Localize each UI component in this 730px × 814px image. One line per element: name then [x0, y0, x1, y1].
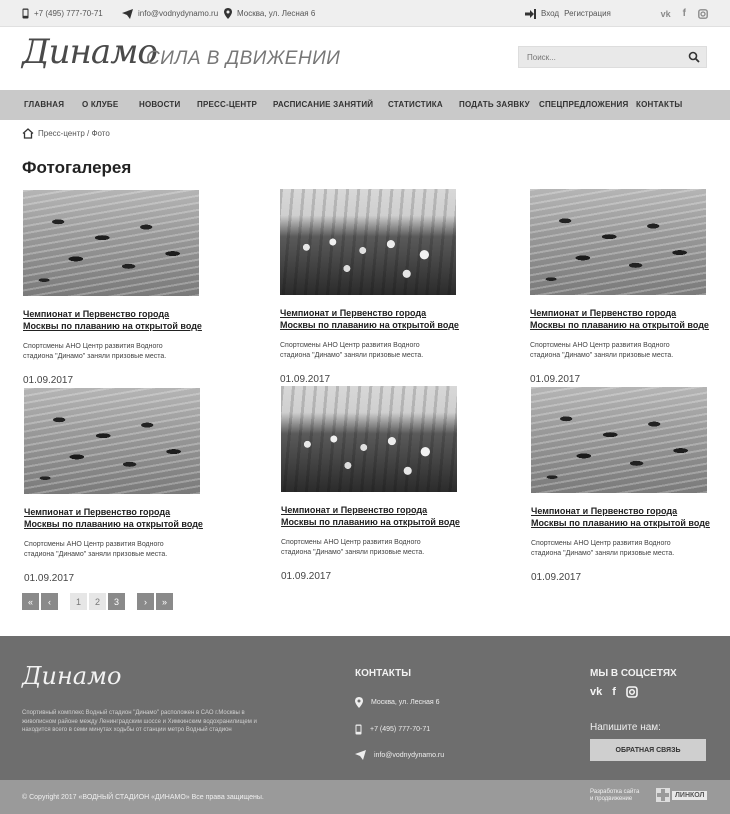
pagination-prev-button[interactable]: ‹ [41, 593, 58, 610]
instagram-icon[interactable] [698, 9, 708, 19]
footer-social [590, 686, 638, 698]
card-photo[interactable] [24, 388, 200, 494]
top-phone-text: +7 (495) 777-70-71 [34, 9, 103, 18]
pagination-spacer [127, 593, 135, 610]
card-date: 01.09.2017 [531, 572, 582, 583]
copyright-text: © Copyright 2017 «ВОДНЫЙ СТАДИОН «ДИНАМО» Все права защищены. [22, 794, 264, 801]
pagination-page-2[interactable]: 2 [89, 593, 106, 610]
card-photo[interactable] [531, 387, 707, 493]
footer-about-text: Спортивный комплекс Водный стадион "Динамо" расположен в САО г.Москвы в живописном районе между Ленинградским шоссе и Химкинским водохранилищем и находится всего в семи минутах ходьбы от станции метро Водный стадион [22, 710, 257, 733]
card-description: Спортсмены АНО Центр развития Водного стадиона "Динамо" заняли призовые места. [281, 539, 425, 556]
card-photo[interactable] [281, 386, 457, 492]
footer-address [355, 697, 439, 708]
map-pin-icon [224, 8, 232, 19]
nav-item-news[interactable]: НОВОСТИ [139, 100, 181, 109]
search-input[interactable] [519, 48, 679, 68]
plus-icon [656, 788, 670, 802]
search-icon[interactable] [688, 51, 700, 63]
nav-item-apply[interactable]: ПОДАТЬ ЗАЯВКУ [459, 100, 530, 109]
facebook-icon[interactable]: f [612, 686, 616, 698]
footer-contacts-heading: КОНТАКТЫ [355, 668, 412, 679]
card-title[interactable]: Чемпионат и Первенство города Москвы по плаванию на открытой воде [280, 308, 459, 330]
top-email-text: info@vodnydynamo.ru [138, 9, 219, 18]
gallery-card[interactable] [23, 190, 205, 386]
register-link[interactable]: Регистрация [564, 9, 611, 18]
top-phone[interactable] [22, 0, 103, 27]
gallery-card[interactable] [280, 189, 462, 385]
card-date: 01.09.2017 [280, 374, 331, 385]
search-box [518, 46, 707, 68]
gallery-card[interactable] [531, 387, 713, 583]
card-date: 01.09.2017 [281, 571, 332, 582]
card-title[interactable]: Чемпионат и Первенство города Москвы по плаванию на открытой воде [531, 506, 710, 528]
top-address-text: Москва, ул. Лесная 6 [237, 9, 316, 18]
pagination-page-1[interactable]: 1 [70, 593, 87, 610]
page-title: Фотогалерея [22, 158, 132, 177]
login-icon [525, 9, 536, 19]
send-icon [122, 9, 133, 19]
gallery-card[interactable] [530, 189, 712, 385]
vk-icon[interactable]: vk [590, 686, 603, 698]
facebook-icon[interactable]: f [682, 8, 686, 19]
pagination-last-button[interactable]: » [156, 593, 173, 610]
footer-email[interactable] [355, 750, 444, 760]
card-title[interactable]: Чемпионат и Первенство города Москвы по плаванию на открытой воде [530, 308, 709, 330]
card-title[interactable]: Чемпионат и Первенство города Москвы по плаванию на открытой воде [281, 505, 460, 527]
top-email[interactable] [122, 0, 218, 27]
card-title[interactable]: Чемпионат и Первенство города Москвы по плаванию на открытой воде [24, 507, 203, 529]
developer-name: ЛИНКОЛ [672, 791, 707, 800]
nav-item-schedule[interactable]: РАСПИСАНИЕ ЗАНЯТИЙ [273, 100, 374, 109]
site-tagline: СИЛА В ДВИЖЕНИИ [146, 48, 341, 69]
card-date: 01.09.2017 [23, 375, 74, 386]
breadcrumb-text[interactable]: Пресс-центр / Фото [38, 129, 110, 138]
card-description: Спортсмены АНО Центр развития Водного стадиона "Динамо" заняли призовые места. [280, 342, 424, 359]
gallery-card[interactable] [281, 386, 463, 582]
site-footer [0, 636, 730, 780]
developer-credit: Разработка сайта и продвижение [590, 789, 640, 802]
gallery-card[interactable] [24, 388, 206, 584]
card-photo[interactable] [280, 189, 456, 295]
phone-icon [355, 724, 362, 735]
nav-item-about[interactable]: О КЛУБЕ [82, 100, 119, 109]
card-date: 01.09.2017 [24, 573, 75, 584]
footer-phone-text: +7 (495) 777-70-71 [370, 726, 431, 733]
nav-item-contacts[interactable]: КОНТАКТЫ [636, 100, 683, 109]
top-address [224, 0, 315, 27]
site-logo[interactable]: Динамо [22, 32, 157, 72]
login-link[interactable]: Вход [541, 9, 560, 18]
footer-write-us: Напишите нам: [590, 722, 661, 733]
card-description: Спортсмены АНО Центр развития Водного стадиона "Динамо" заняли призовые места. [531, 540, 675, 557]
pagination-next-button[interactable]: › [137, 593, 154, 610]
pagination [22, 593, 173, 610]
footer-email-text: info@vodnydynamo.ru [374, 751, 445, 759]
nav-item-home[interactable]: ГЛАВНАЯ [24, 100, 65, 109]
card-description: Спортсмены АНО Центр развития Водного стадиона "Динамо" заняли призовые места. [24, 541, 168, 558]
card-description: Спортсмены АНО Центр развития Водного стадиона "Динамо" заняли призовые места. [530, 342, 674, 359]
nav-item-press[interactable]: ПРЕСС-ЦЕНТР [197, 100, 258, 109]
card-date: 01.09.2017 [530, 374, 581, 385]
send-icon [355, 750, 366, 760]
card-photo[interactable] [23, 190, 199, 296]
pagination-spacer [60, 593, 68, 610]
footer-address-text: Москва, ул. Лесная 6 [371, 699, 440, 706]
card-description: Спортсмены АНО Центр развития Водного стадиона "Динамо" заняли призовые места. [23, 343, 167, 360]
breadcrumb [22, 128, 110, 139]
home-icon[interactable] [22, 128, 34, 139]
top-social [661, 0, 708, 27]
pagination-first-button[interactable]: « [22, 593, 39, 610]
footer-social-heading: МЫ В СОЦСЕТЯХ [590, 668, 677, 679]
nav-item-offers[interactable]: СПЕЦПРЕДЛОЖЕНИЯ [539, 100, 629, 109]
pagination-page-current[interactable]: 3 [108, 593, 125, 610]
top-auth [525, 0, 611, 27]
footer-phone[interactable] [355, 724, 430, 735]
footer-logo[interactable]: Динамо [22, 662, 122, 690]
footer-bottom-bar [0, 780, 730, 814]
feedback-button[interactable]: ОБРАТНАЯ СВЯЗЬ [590, 739, 706, 761]
top-bar [0, 0, 730, 27]
developer-logo[interactable] [656, 788, 707, 802]
nav-item-stats[interactable]: СТАТИСТИКА [388, 100, 443, 109]
map-pin-icon [355, 697, 363, 708]
card-title[interactable]: Чемпионат и Первенство города Москвы по плаванию на открытой воде [23, 309, 202, 331]
vk-icon[interactable]: vk [660, 8, 671, 19]
instagram-icon[interactable] [626, 686, 638, 698]
card-photo[interactable] [530, 189, 706, 295]
phone-icon [22, 8, 29, 19]
main-nav [0, 90, 730, 120]
